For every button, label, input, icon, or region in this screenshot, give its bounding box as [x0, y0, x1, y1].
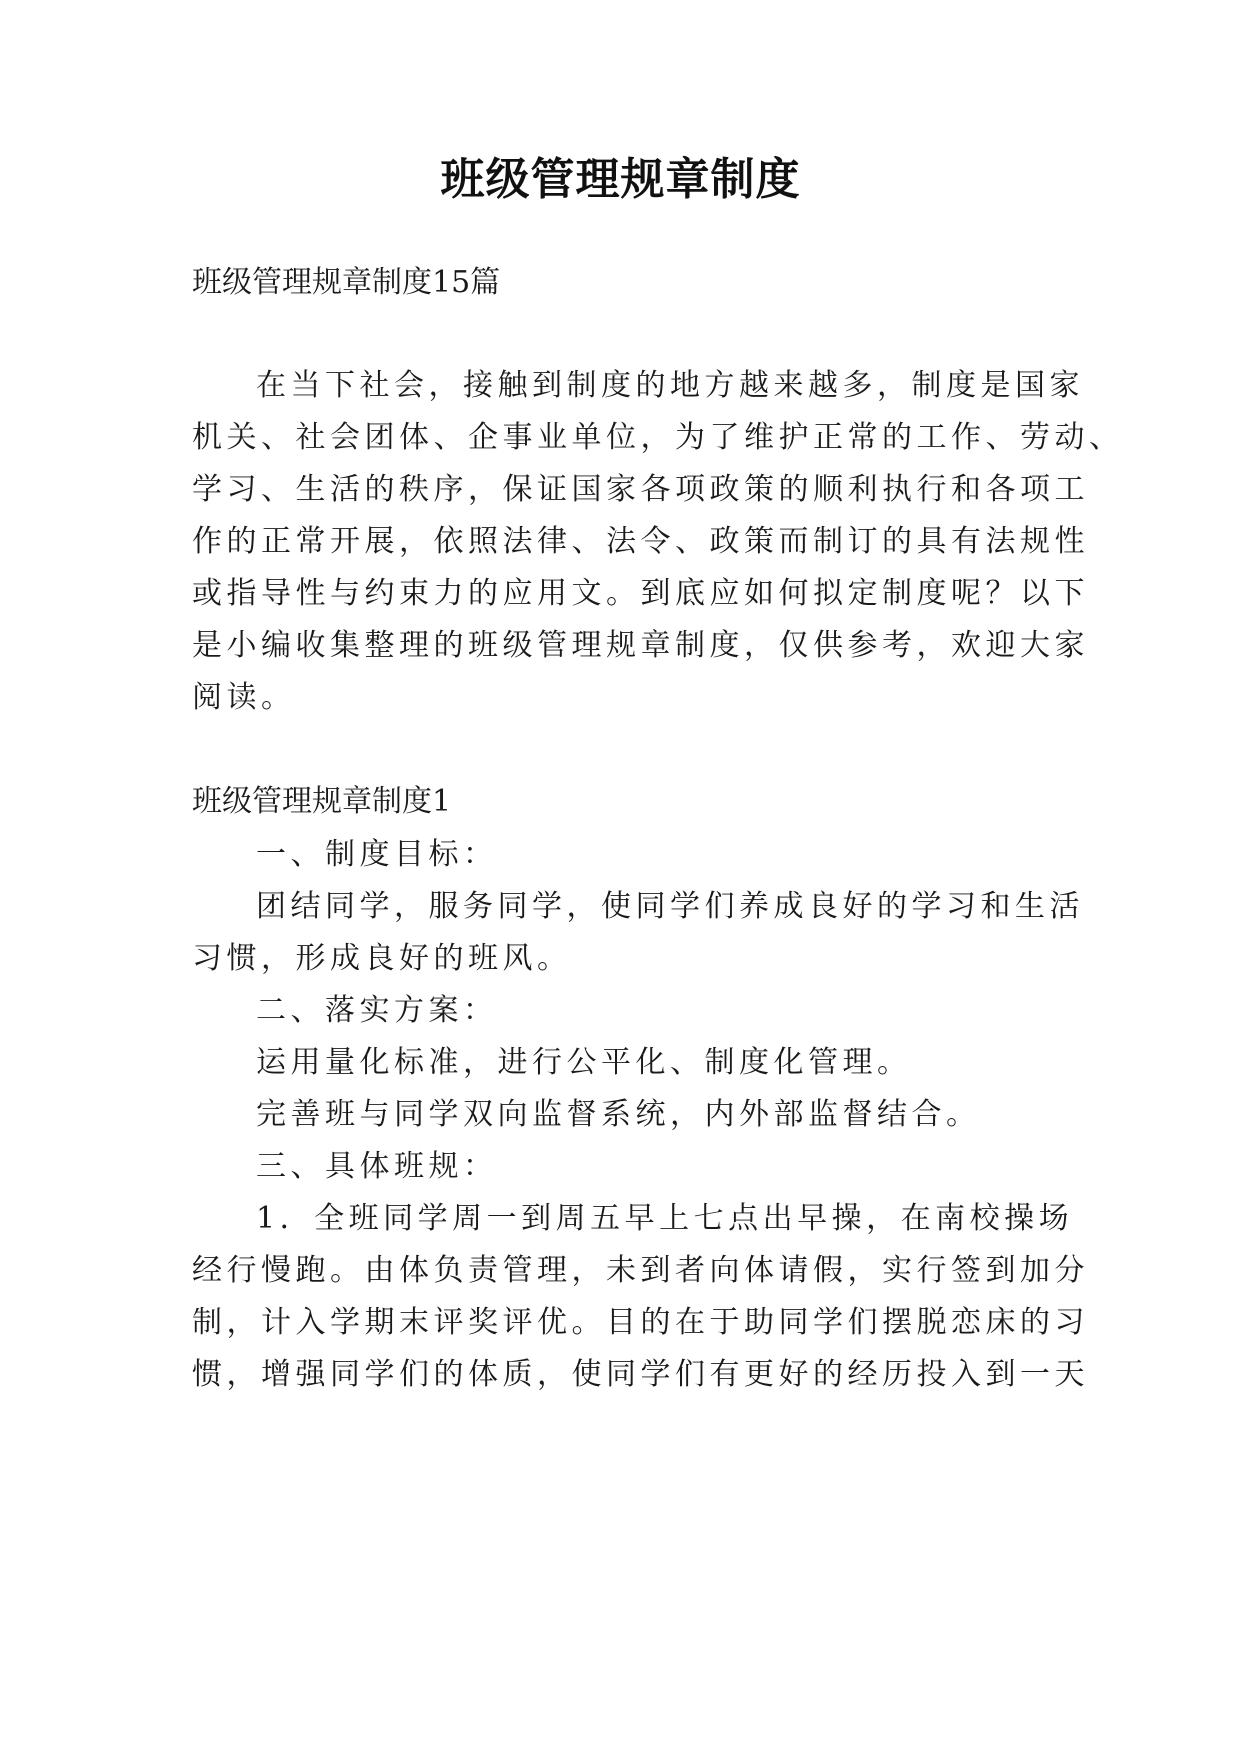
rule-line: 经行慢跑。由体负责管理，未到者向体请假，实行签到加分 [192, 1253, 1089, 1288]
plan-heading: 二、落实方案： [256, 993, 498, 1028]
rules-heading: 三、具体班规： [256, 1149, 498, 1184]
intro-line: 学习、生活的秩序，保证国家各项政策的顺利执行和各项工 [192, 472, 1089, 507]
page-title: 班级管理规章制度 [440, 154, 801, 205]
rule-line: 1．全班同学周一到周五早上七点出早操，在南校操场 [256, 1201, 1074, 1236]
intro-line: 在当下社会，接触到制度的地方越来越多，制度是国家 [256, 368, 1084, 403]
goal-heading: 一、制度目标： [256, 837, 498, 872]
document-subtitle: 班级管理规章制度15篇 [192, 265, 501, 300]
plan-item: 运用量化标准，进行公平化、制度化管理。 [256, 1045, 912, 1080]
section-heading: 班级管理规章制度1 [192, 784, 452, 819]
rule-line: 惯，增强同学们的体质，使同学们有更好的经历投入到一天 [192, 1357, 1089, 1392]
intro-line: 作的正常开展，依照法律、法令、政策而制订的具有法规性 [192, 524, 1089, 559]
rule-line: 制，计入学期末评奖评优。目的在于助同学们摆脱恋床的习 [192, 1305, 1089, 1340]
goal-line: 习惯，形成良好的班风。 [192, 941, 572, 976]
plan-item: 完善班与同学双向监督系统，内外部监督结合。 [256, 1097, 981, 1132]
intro-line: 阅读。 [192, 680, 296, 715]
intro-line: 机关、社会团体、企事业单位，为了维护正常的工作、劳动、 [192, 420, 1124, 455]
intro-line: 或指导性与约束力的应用文。到底应如何拟定制度呢？以下 [192, 576, 1089, 611]
goal-line: 团结同学，服务同学，使同学们养成良好的学习和生活 [256, 889, 1084, 924]
intro-line: 是小编收集整理的班级管理规章制度，仅供参考，欢迎大家 [192, 628, 1089, 663]
